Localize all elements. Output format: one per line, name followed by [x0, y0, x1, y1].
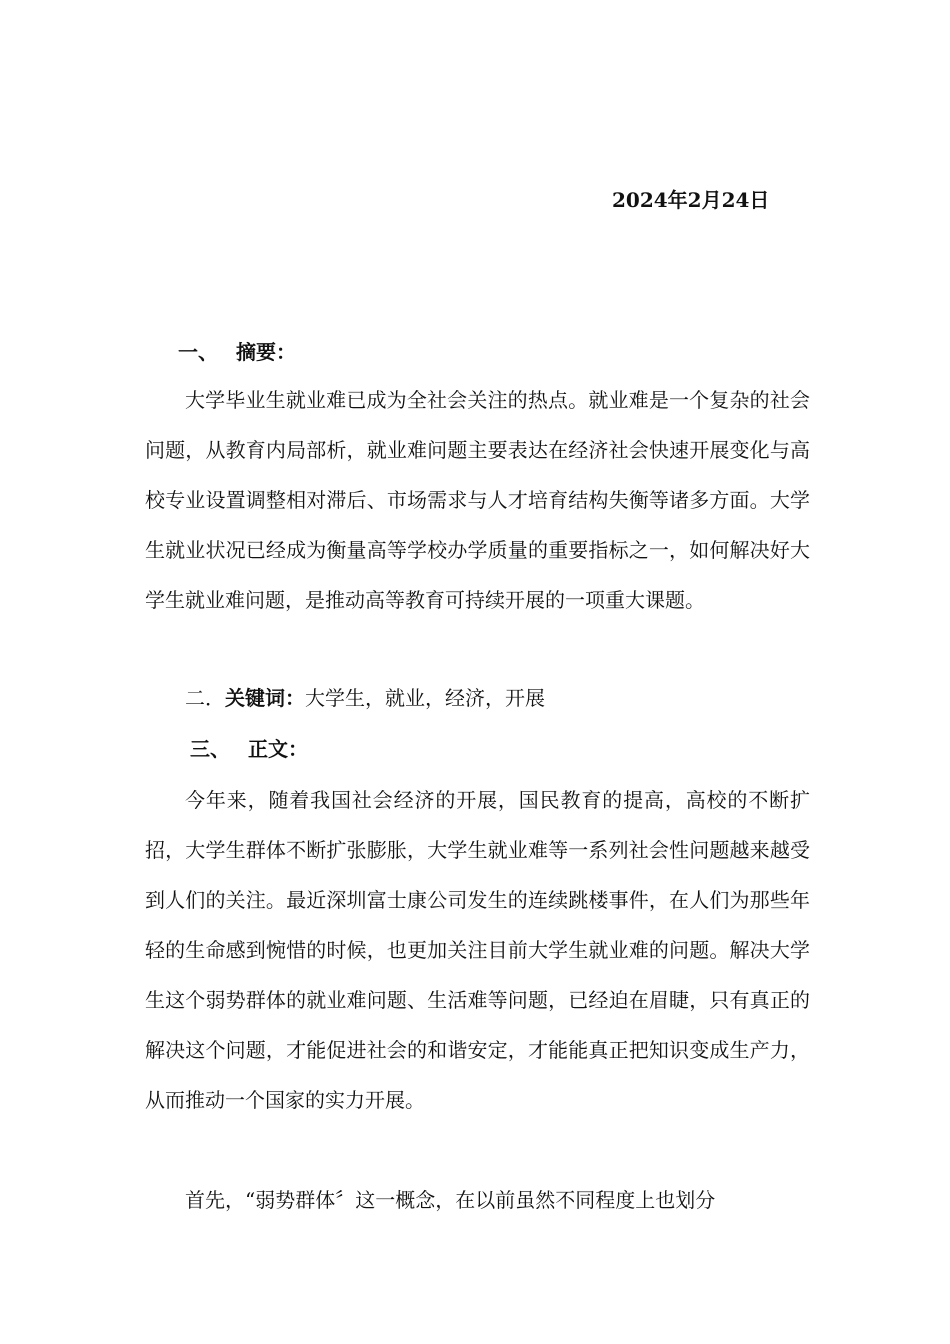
abstract-paragraph: 大学毕业生就业难已成为全社会关注的热点。就业难是一个复杂的社会问题，从教育内局部析，就业难问题主要表达在经济社会快速开展变化与高校专业设置调整相对滞后、市场需求与人才培育结构失衡等诸多方面。大学生就业状况已经成为衡量高等学校办学质量的重要指标之一，如何解决好大学生就业难问题，是推动高等教育可持续开展的一项重大课题。 [145, 388, 810, 612]
keywords-label: 关键词： [225, 686, 305, 710]
document-date: 2024年2月24日 [612, 188, 770, 212]
abstract-number: 一、 [178, 340, 218, 364]
keywords-line [185, 683, 545, 713]
body-heading [190, 734, 308, 764]
abstract-body [145, 375, 810, 625]
abstract-title: 摘要： [236, 340, 296, 364]
abstract-heading [178, 337, 296, 367]
body-paragraph-2-block [145, 1175, 810, 1225]
body-paragraph-1: 今年来，随着我国社会经济的开展，国民教育的提高，高校的不断扩招，大学生群体不断扩张膨胀，大学生就业难等一系列社会性问题越来越受到人们的关注。最近深圳富士康公司发生的连续跳楼事件，在人们为那些年轻的生命感到惋惜的时候，也更加关注目前大学生就业难的问题。解决大学生这个弱势群体的就业难问题、生活难等问题，已经迫在眉睫，只有真正的解决这个问题，才能促进社会的和谐安定，才能能真正把知识变成生产力，从而推动一个国家的实力开展。 [145, 788, 810, 1112]
body-paragraph-1-block [145, 775, 810, 1125]
keywords-text: 大学生，就业，经济，开展 [305, 686, 545, 710]
body-paragraph-2: 首先，“弱势群体〞这一概念，在以前虽然不同程度上也划分 [185, 1188, 716, 1212]
body-number: 三、 [190, 737, 230, 761]
body-title: 正文： [248, 737, 308, 761]
keywords-number: 二． [185, 686, 225, 710]
